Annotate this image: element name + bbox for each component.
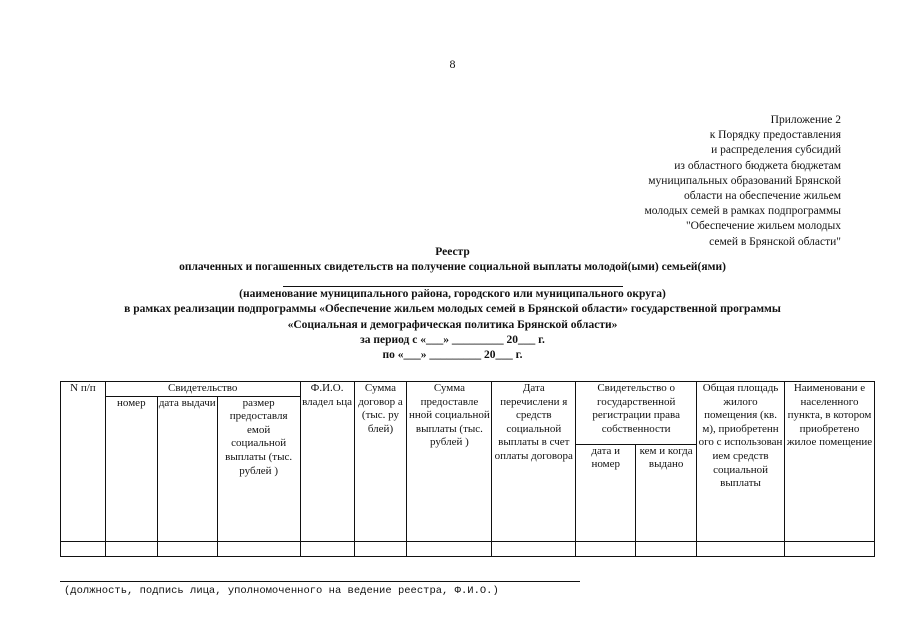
appendix-line: семей в Брянской области" bbox=[709, 235, 841, 248]
header-row bbox=[61, 382, 875, 397]
table-cell[interactable] bbox=[784, 541, 874, 556]
program-line: в рамках реализации подпрограммы «Обеспечение жильем молодых семей в Брянской области» государственной программы bbox=[124, 303, 781, 316]
document-title-block bbox=[0, 245, 905, 364]
header-registration: Свидетельство о государственной регистрации права собственности bbox=[576, 382, 697, 445]
table-cell[interactable] bbox=[61, 541, 106, 556]
header-cert-number: номер bbox=[105, 396, 157, 541]
municipality-blank-line bbox=[283, 278, 623, 287]
header-provided-sum: Сумма предоставле нной социальной выплаты (тыс. рублей ) bbox=[407, 382, 492, 542]
table-cell[interactable] bbox=[576, 541, 636, 556]
registry-table bbox=[60, 381, 875, 557]
signature-caption: (должность, подпись лица, уполномоченного на ведение реестра, Ф.И.О.) bbox=[64, 585, 499, 597]
table-cell[interactable] bbox=[697, 541, 785, 556]
header-locality: Наименовани е населенного пункта, в котором приобретено жилое помещение bbox=[784, 382, 874, 542]
header-reg-date-number: дата и номер bbox=[576, 444, 636, 541]
header-num: N п/п bbox=[61, 382, 106, 542]
header-contract-sum: Сумма договор а (тыс. ру блей) bbox=[354, 382, 407, 542]
period-from: за период с «___» _________ 20___ г. bbox=[360, 334, 545, 347]
appendix-line: из областного бюджета бюджетам bbox=[674, 159, 841, 172]
municipality-hint: (наименование муниципального района, городского или муниципального округа) bbox=[239, 287, 666, 300]
table-cell[interactable] bbox=[407, 541, 492, 556]
header-owner: Ф.И.О. владел ьца bbox=[300, 382, 354, 542]
table-cell[interactable] bbox=[492, 541, 576, 556]
program-line: «Социальная и демографическая политика Брянской области» bbox=[287, 318, 618, 331]
table-cell[interactable] bbox=[354, 541, 407, 556]
header-transfer-date: Дата перечислени я средств социальной выплаты в счет оплаты договора bbox=[492, 382, 576, 542]
page-number: 8 bbox=[449, 57, 456, 71]
header-certificate: Свидетельство bbox=[105, 382, 300, 397]
table-cell[interactable] bbox=[217, 541, 300, 556]
header-area: Общая площадь жилого помещения (кв. м), приобретенн ого с использован ием средств социальной выплаты bbox=[697, 382, 785, 542]
header-cert-date: дата выдачи bbox=[157, 396, 217, 541]
document-heading: Реестр bbox=[435, 246, 470, 258]
appendix-line: и распределения субсидий bbox=[711, 144, 841, 157]
appendix-line: области на обеспечение жильем bbox=[683, 190, 841, 203]
document-subtitle: оплаченных и погашенных свидетельств на получение социальной выплаты молодой(ыми) семьей(ями) bbox=[179, 261, 726, 274]
signature-line bbox=[60, 581, 580, 582]
header-cert-amount: размер предоставля емой социальной выплаты (тыс. рублей ) bbox=[217, 396, 300, 541]
table-cell[interactable] bbox=[105, 541, 157, 556]
table-cell[interactable] bbox=[636, 541, 697, 556]
appendix-line: муниципальных образований Брянской bbox=[648, 174, 841, 187]
header-reg-issued-by: кем и когда выдано bbox=[636, 444, 697, 541]
appendix-line: Приложение 2 bbox=[770, 114, 841, 126]
appendix-block bbox=[644, 113, 841, 250]
table-cell[interactable] bbox=[300, 541, 354, 556]
appendix-line: к Порядку предоставления bbox=[709, 129, 841, 142]
appendix-line: молодых семей в рамках подпрограммы bbox=[644, 205, 841, 218]
appendix-line: "Обеспечение жильем молодых bbox=[685, 220, 841, 233]
table-row bbox=[61, 541, 875, 556]
table-cell[interactable] bbox=[157, 541, 217, 556]
period-to: по «___» _________ 20___ г. bbox=[382, 349, 523, 362]
